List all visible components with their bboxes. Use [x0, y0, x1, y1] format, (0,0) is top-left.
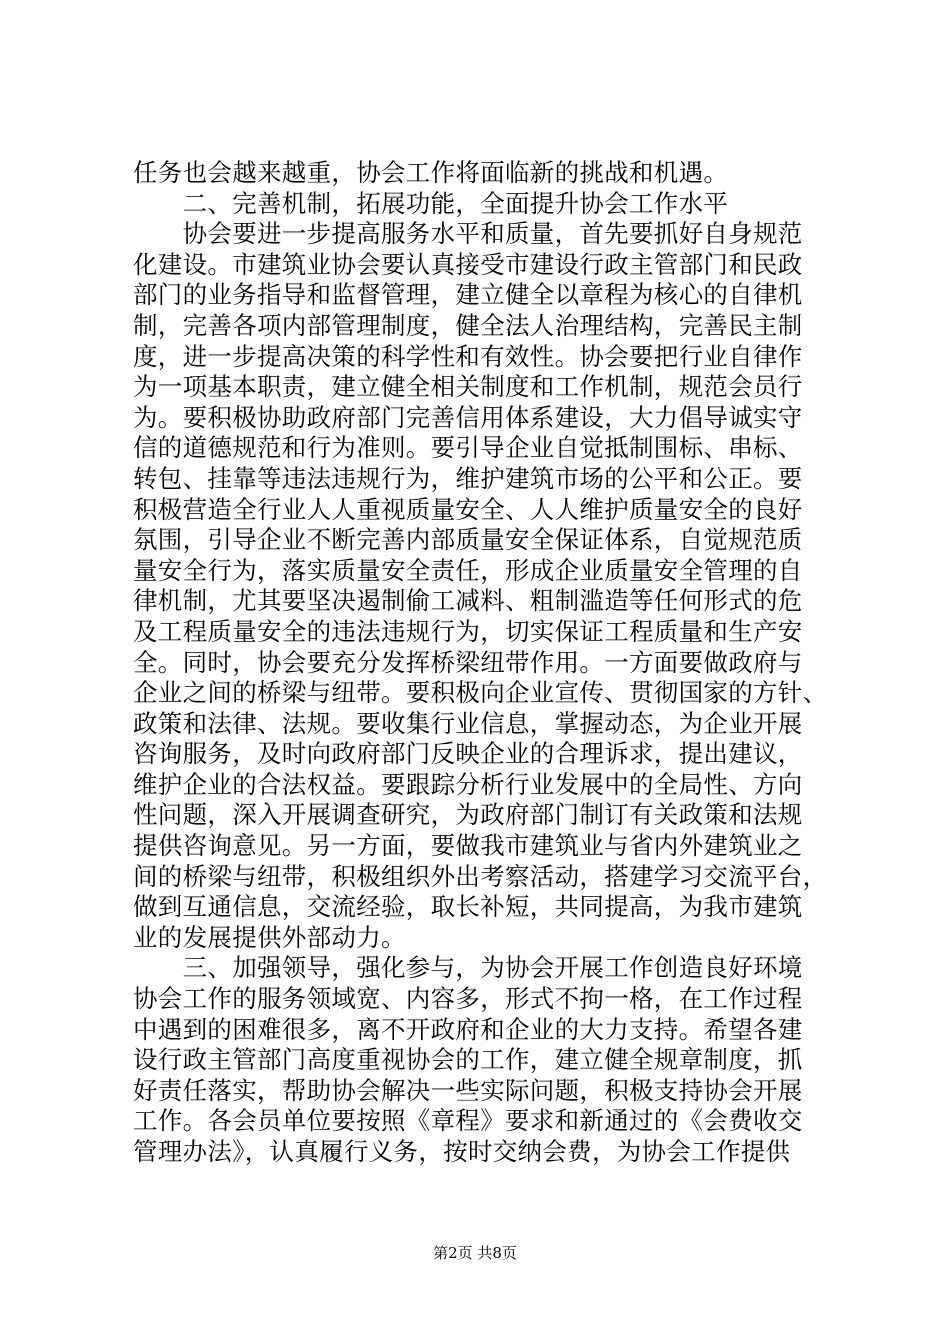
- text-line: 部门的业务指导和监督管理，建立健全以章程为核心的自律机: [133, 280, 803, 310]
- text-line: 协会工作的服务领域宽、内容多，形式不拘一格，在工作过程: [133, 984, 803, 1014]
- text-line: 管理办法》，认真履行义务，按时交纳会费，为协会工作提供: [133, 1137, 791, 1166]
- text-line: 化建设。市建筑业协会要认真接受市建设行政主管部门和民政: [133, 249, 803, 279]
- text-line: 制，完善各项内部管理制度，健全法人治理结构，完善民主制: [133, 310, 803, 340]
- text-line: 积极营造全行业人人重视质量安全、人人维护质量安全的良好: [133, 494, 803, 524]
- body-text: [133, 158, 833, 1168]
- text-line: 设行政主管部门高度重视协会的工作，建立健全规章制度，抓: [133, 1045, 803, 1075]
- page-number-footer: 第2页 共8页: [433, 1244, 517, 1262]
- text-line: 为。要积极协助政府部门完善信用体系建设，大力倡导诚实守: [133, 402, 803, 432]
- text-line: 政策和法律、法规。要收集行业信息，掌握动态，为企业开展: [133, 708, 803, 738]
- text-line: 转包、挂靠等违法违规行为，维护建筑市场的公平和公正。要: [133, 463, 803, 493]
- section-heading: 三、加强领导，强化参与，为协会开展工作创造良好环境: [133, 953, 803, 983]
- text-line: 咨询服务，及时向政府部门反映企业的合理诉求，提出建议，: [133, 739, 803, 769]
- text-line: 量安全行为，落实质量安全责任，形成企业质量安全管理的自: [133, 555, 803, 585]
- text-line: 做到互通信息，交流经验，取长补短，共同提高，为我市建筑: [133, 892, 803, 922]
- text-line: 协会要进一步提高服务水平和质量，首先要抓好自身规范: [133, 219, 803, 249]
- text-line: 为一项基本职责，建立健全相关制度和工作机制，规范会员行: [133, 372, 803, 402]
- text-line: 性问题，深入开展调查研究，为政府部门制订有关政策和法规: [133, 800, 803, 830]
- text-line: 任务也会越来越重，协会工作将面临新的挑战和机遇。: [133, 158, 729, 187]
- text-line: 维护企业的合法权益。要跟踪分析行业发展中的全局性、方向: [133, 769, 803, 799]
- text-line: 度，进一步提高决策的科学性和有效性。协会要把行业自律作: [133, 341, 803, 371]
- text-line: 业的发展提供外部动力。: [133, 922, 406, 952]
- text-line: 全。同时，协会要充分发挥桥梁纽带作用。一方面要做政府与: [133, 647, 803, 677]
- text-line: 提供咨询意见。另一方面，要做我市建筑业与省内外建筑业之: [133, 831, 803, 861]
- text-line: 好责任落实，帮助协会解决一些实际问题，积极支持协会开展: [133, 1075, 803, 1105]
- text-line: 间的桥梁与纽带，积极组织外出考察活动，搭建学习交流平台，: [133, 861, 828, 891]
- text-line: 氛围，引导企业不断完善内部质量安全保证体系，自觉规范质: [133, 525, 803, 555]
- text-line: 中遇到的困难很多，离不开政府和企业的大力支持。希望各建: [133, 1014, 803, 1044]
- text-line: 及工程质量安全的违法违规行为，切实保证工程质量和生产安: [133, 616, 803, 646]
- text-line: 信的道德规范和行为准则。要引导企业自觉抵制围标、串标、: [133, 433, 803, 463]
- text-line: 工作。各会员单位要按照《章程》要求和新通过的《会费收交: [133, 1106, 803, 1136]
- text-line: 律机制，尤其要坚决遏制偷工减料、粗制滥造等任何形式的危: [133, 586, 803, 616]
- section-heading: 二、完善机制，拓展功能，全面提升协会工作水平: [133, 188, 729, 218]
- text-line: 企业之间的桥梁与纽带。要积极向企业宣传、贯彻国家的方针、: [133, 678, 828, 708]
